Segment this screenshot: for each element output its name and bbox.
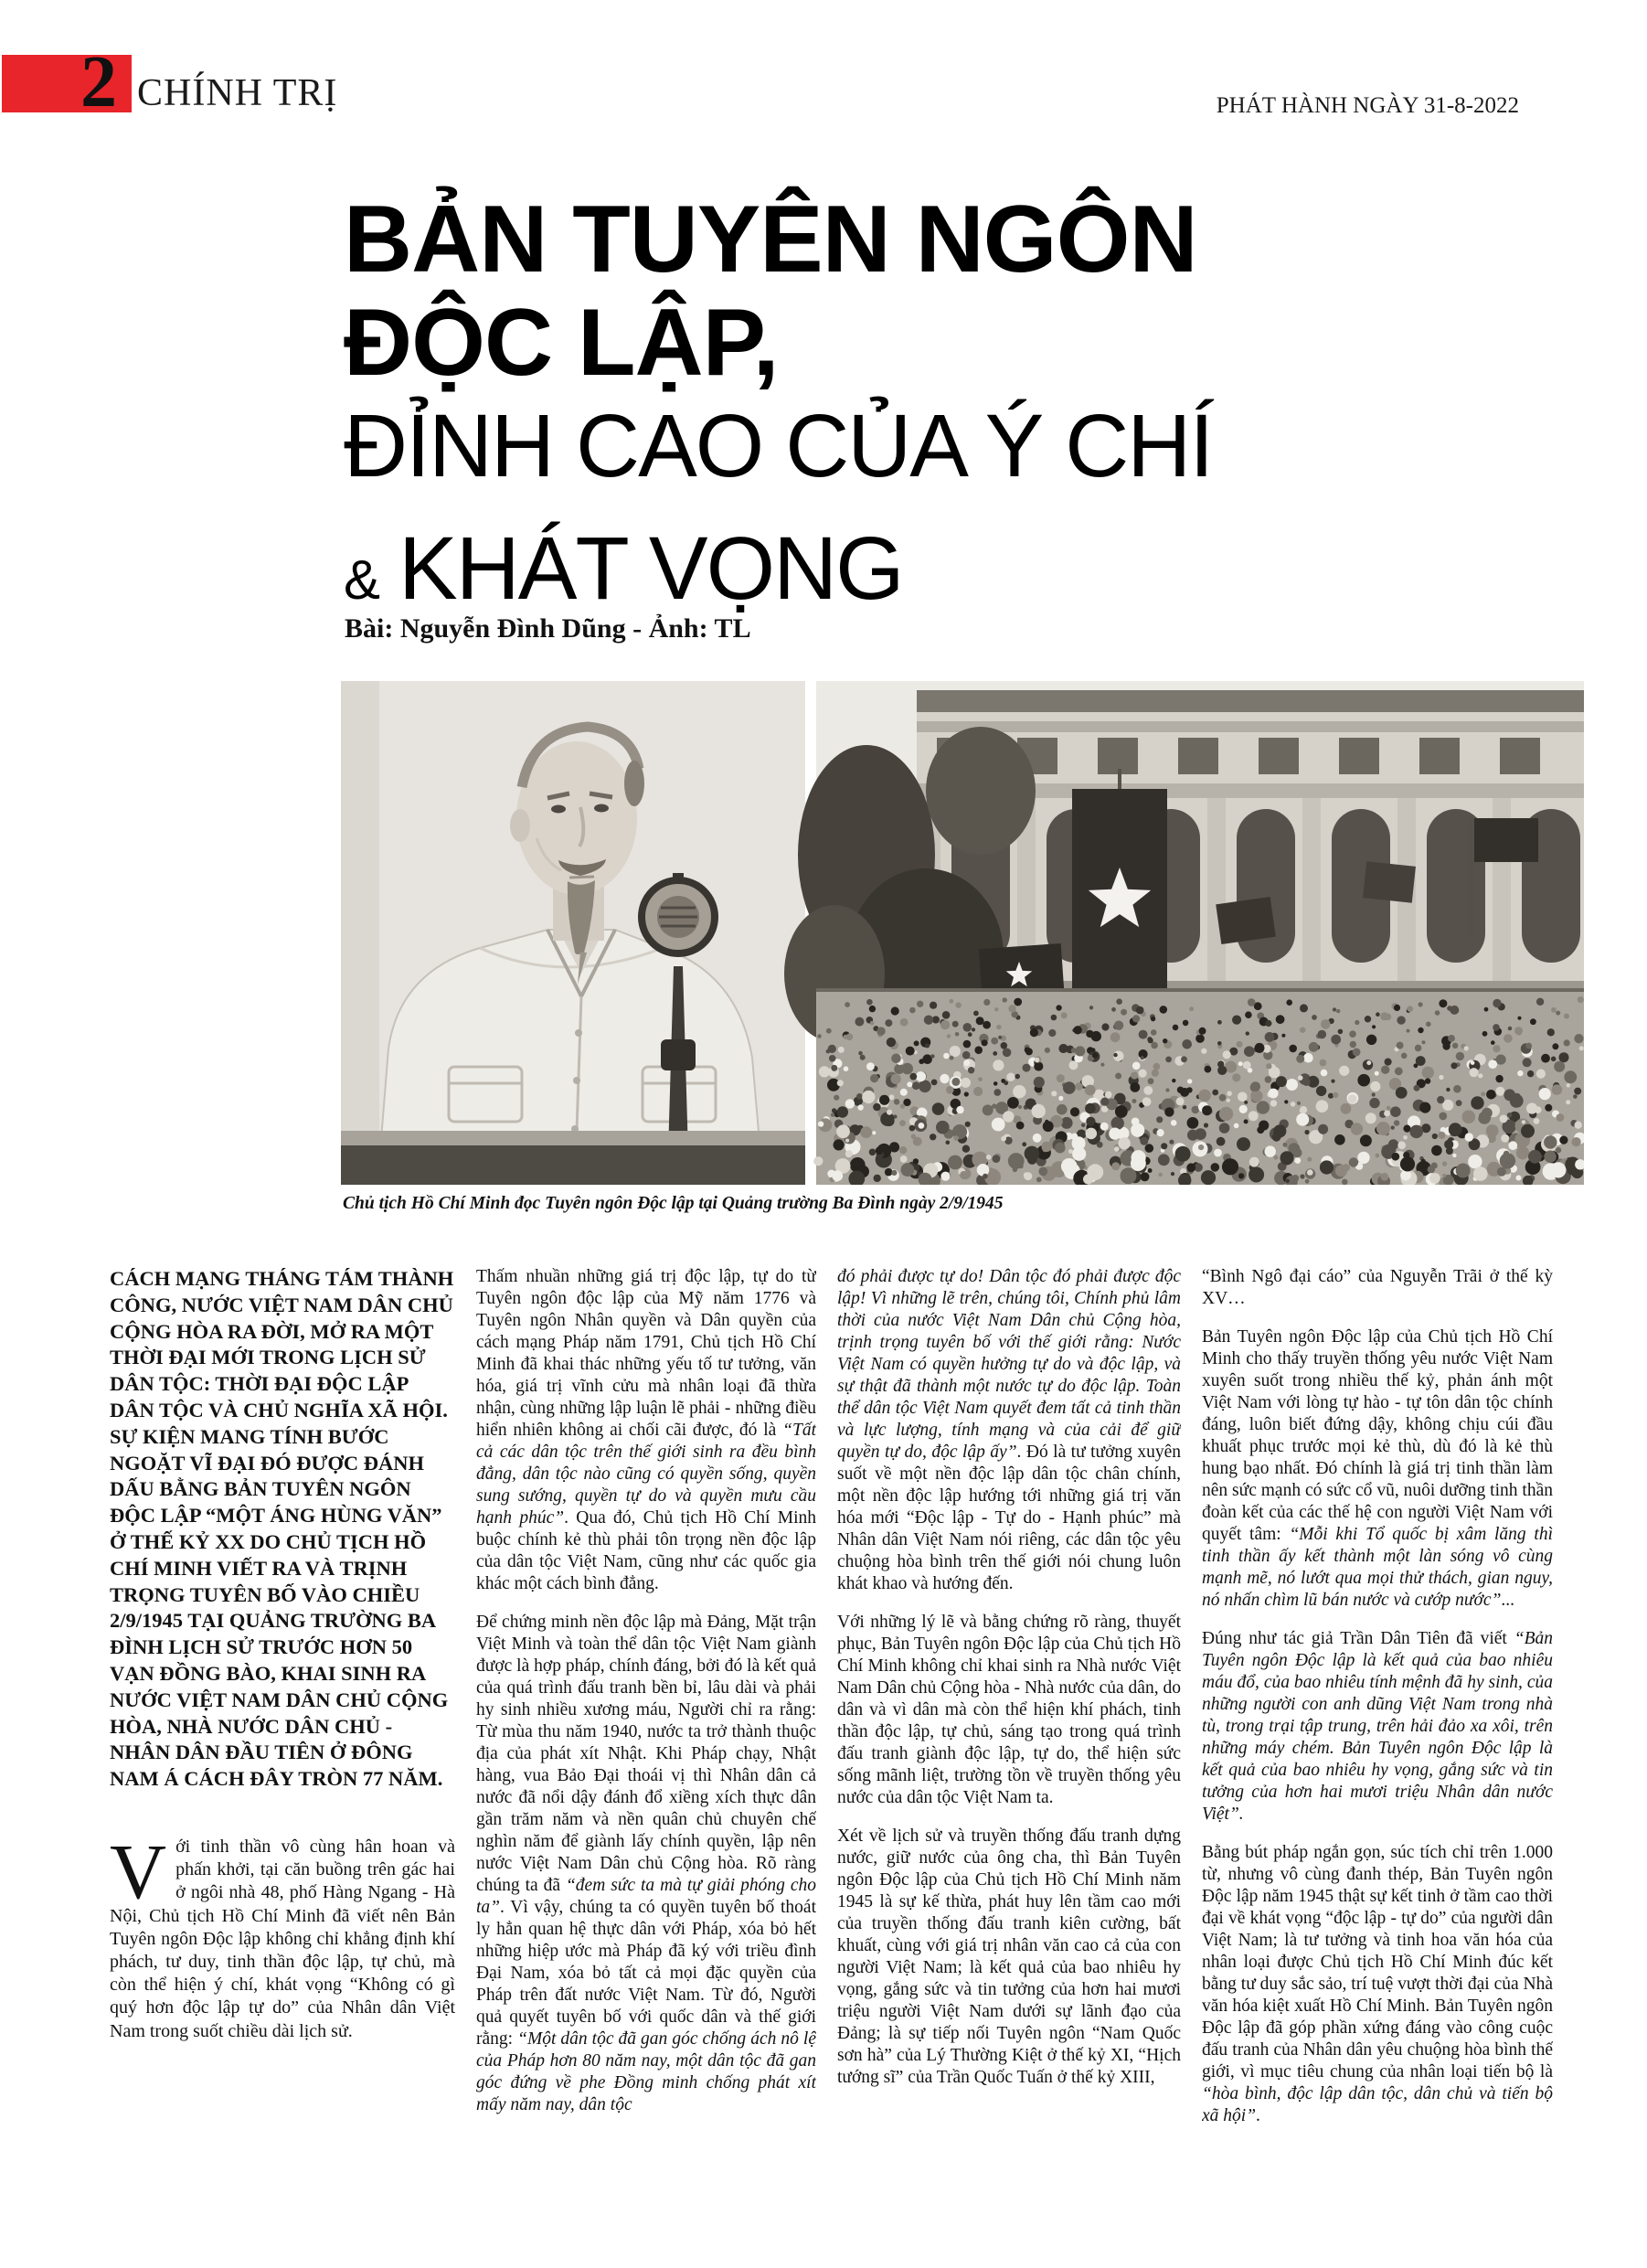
article-paragraph: Bản Tuyên ngôn Độc lập của Chủ tịch Hồ Chí Minh cho thấy truyền thống yêu nước Việt Nam xuyên suốt trong nhiều thế kỷ, phản ánh một Việt Nam với lòng tự hào - tự tôn dân tộc chính đáng, luôn biết đứng dậy, không chịu cúi đầu khuất phục trước mọi kẻ thù, dù đó là kẻ thù hung bạo nhất. Đó chính là giá trị tinh thần làm nên sức mạnh có sức cổ vũ, nuôi dưỡng tinh thần đoàn kết của các thế hệ con người Việt Nam với quyết tâm: “Mỗi khi Tổ quốc bị xâm lăng thì tinh thần ấy kết thành một làn sóng vô cùng mạnh mẽ, nó lướt qua mọi thử thách, gian nguy, nó nhấn chìm lũ bán nước và cướp nước”... bbox=[1202, 1327, 1553, 1610]
article-paragraph: Đúng như tác giả Trần Dân Tiên đã viết “Bản Tuyên ngôn Độc lập là kết quả của bao nhiêu máu đổ, của bao nhiêu tính mệnh đã hy sinh, của những người con anh dũng Việt Nam trong nhà tù, trong trại tập trung, trên hải đảo xa xôi, trên những máy chém. Bản Tuyên ngôn Độc lập là kết quả của bao nhiêu hy vọng, gắng sức và tin tưởng của hơn hai mươi triệu Nhân dân nước Việt”. bbox=[1202, 1629, 1553, 1824]
article-column-3 bbox=[837, 1266, 1181, 2264]
article-column-1 bbox=[110, 1266, 455, 2264]
article-paragraph: Với những lý lẽ và bằng chứng rõ ràng, thuyết phục, Bản Tuyên ngôn Độc lập của Chủ tịch Hồ Chí Minh không chỉ khai sinh ra Nhà nước Việt Nam Dân chủ Cộng hòa - Nhà nước của dân, do dân và vì dân mà còn thể hiện khí phách, tinh thần độc lập, tự chủ, sáng tạo trong quá trình đấu tranh giành độc lập, tự do, thể hiện sức sống mãnh liệt, trường tồn về truyền thống yêu nước của dân tộc Việt Nam ta. bbox=[837, 1613, 1181, 1807]
article-paragraph: đó phải được tự do! Dân tộc đó phải được độc lập! Vì những lẽ trên, chúng tôi, Chính phủ lâm thời của nước Việt Nam Dân chủ Cộng hòa, trịnh trọng tuyên bố với thế giới rằng: Nước Việt Nam có quyền hưởng tự do và độc lập, và sự thật đã thành một nước tự do độc lập. Toàn thể dân tộc Việt Nam quyết đem tất cả tinh thần và lực lượng, tính mạng và của cải để giữ quyền tự do, độc lập ấy”. Đó là tư tưởng xuyên suốt về một nền độc lập dân tộc chân chính, một nền độc lập hướng tới những giá trị văn hóa mới “Độc lập - Tự do - Hạnh phúc” mà Nhân dân Việt Nam nói riêng, các dân tộc yêu chuộng hòa bình trên thế giới nói chung luôn khát khao và hướng đến. bbox=[837, 1267, 1181, 1593]
headline-line-1: BẢN TUYÊN NGÔN bbox=[344, 186, 1197, 293]
byline: Bài: Nguyễn Đình Dũng - Ảnh: TL bbox=[345, 613, 751, 644]
article-body bbox=[110, 1266, 1553, 2264]
article-column-4 bbox=[1202, 1266, 1553, 2264]
headline bbox=[344, 188, 1386, 632]
article-paragraph: Thấm nhuần những giá trị độc lập, tự do từ Tuyên ngôn độc lập của Mỹ năm 1776 và Tuyên ngôn Nhân quyền và Dân quyền của cách mạng Pháp năm 1791, Chủ tịch Hồ Chí Minh đã khai thác những yếu tố tư tưởng, văn hóa, giá trị vĩnh cửu mà nhân loại đã thừa nhận, cùng những lập luận lẽ phải - những điều hiển nhiên không ai chối cãi được, đó là “Tất cả các dân tộc trên thế giới sinh ra đều bình đẳng, dân tộc nào cũng có quyền sống, quyền sung sướng, quyền tự do và quyền mưu cầu hạnh phúc”. Qua đó, Chủ tịch Hồ Chí Minh buộc chính kẻ thù phải tôn trọng nền độc lập của dân tộc Việt Nam, cũng như các quốc gia khác một cách bình đẳng. bbox=[476, 1267, 816, 1593]
headline-line-2: ĐỘC LẬP, bbox=[344, 290, 779, 396]
photo-figure bbox=[341, 681, 1584, 1185]
portrait-panel bbox=[341, 681, 805, 1185]
drop-cap: V bbox=[110, 1826, 167, 1915]
page-number: 2 bbox=[80, 42, 117, 122]
section-title: CHÍNH TRỊ bbox=[137, 72, 338, 114]
masthead-red-block bbox=[2, 42, 132, 122]
article-paragraph: Với tinh thần vô cùng hân hoan và phấn khởi, tại căn buồng trên gác hai ở ngôi nhà 48, phố Hàng Ngang - Hà Nội, Chủ tịch Hồ Chí Minh đã viết nên Bản Tuyên ngôn Độc lập không chỉ khẳng định khí phách, tư duy, tinh thần độc lập, tự chủ, mà còn thể hiện ý chí, khát vọng “Không có gì quý hơn độc lập tự do” của Nhân dân Việt Nam trong suốt chiều dài lịch sử. bbox=[110, 1826, 455, 2041]
article-column-2 bbox=[476, 1266, 816, 2264]
photo-caption: Chủ tịch Hồ Chí Minh đọc Tuyên ngôn Độc lập tại Quảng trường Ba Đình ngày 2/9/1945 bbox=[343, 1194, 1004, 1213]
article-paragraph: Để chứng minh nền độc lập mà Đảng, Mặt trận Việt Minh và toàn thể dân tộc Việt Nam giành được là hợp pháp, chính đáng, bởi đó là kết quả của quá trình đấu tranh bền bỉ, lâu dài và phải hy sinh nhiều xương máu, Người chỉ ra rằng: Từ mùa thu năm 1940, nước ta trở thành thuộc địa của phát xít Nhật. Khi Pháp chạy, Nhật hàng, vua Bảo Đại thoái vị thì Nhân dân cả nước đã nổi dậy đánh đổ xiềng xích thực dân gần trăm năm và nền quân chủ chuyên chế nghìn năm để giành lấy chính quyền, lập nên nước Việt Nam Dân chủ Cộng hòa. Rõ ràng chúng ta đã “đem sức ta mà tự giải phóng cho ta”. Vì vậy, chúng ta có quyền tuyên bố thoát ly hẳn quan hệ thực dân với Pháp, xóa bỏ hết những hiệp ước mà Pháp đã ký với triều đình Đại Nam, xóa bỏ tất cả mọi đặc quyền của Pháp trên đất nước Việt Nam. Từ đó, Người quả quyết tuyên bố với quốc dân và thế giới rằng: “Một dân tộc đã gan góc chống ách nô lệ của Pháp hơn 80 năm nay, một dân tộc đã gan góc đứng về phe Đồng minh chống phát xít mấy năm nay, dân tộc bbox=[476, 1613, 816, 2114]
article-paragraph: CÁCH MẠNG THÁNG TÁM THÀNH CÔNG, NƯỚC VIỆT NAM DÂN CHỦ CỘNG HÒA RA ĐỜI, MỞ RA MỘT THỜI ĐẠI MỚI TRONG LỊCH SỬ DÂN TỘC: THỜI ĐẠI ĐỘC LẬP DÂN TỘC VÀ CHỦ NGHĨA XÃ HỘI. SỰ KIỆN MANG TÍNH BƯỚC NGOẶT VĨ ĐẠI ĐÓ ĐƯỢC ĐÁNH DẤU BẰNG BẢN TUYÊN NGÔN ĐỘC LẬP “MỘT ÁNG HÙNG VĂN” Ở THẾ KỶ XX DO CHỦ TỊCH HỒ CHÍ MINH VIẾT RA VÀ TRỊNH TRỌNG TUYÊN BỐ VÀO CHIỀU 2/9/1945 TẠI QUẢNG TRƯỜNG BA ĐÌNH LỊCH SỬ TRƯỚC HƠN 50 VẠN ĐỒNG BÀO, KHAI SINH RA NƯỚC VIỆT NAM DÂN CHỦ CỘNG HÒA, NHÀ NƯỚC DÂN CHỦ - NHÂN DÂN ĐẦU TIÊN Ở ĐÔNG NAM Á CÁCH ĐÂY TRÒN 77 NĂM. bbox=[110, 1267, 454, 1791]
historic-photo bbox=[341, 681, 1584, 1185]
headline-line-4-text: KHÁT VỌNG bbox=[398, 518, 903, 618]
headline-line-3: ĐỈNH CAO CỦA Ý CHÍ bbox=[344, 396, 1213, 495]
article-paragraph: Bằng bút pháp ngắn gọn, súc tích chỉ trên 1.000 từ, nhưng vô cùng đanh thép, Bản Tuyên ngôn Độc lập năm 1945 thật sự kết tinh ở tầm cao thời đại về khát vọng “độc lập - tự do” của người dân Việt Nam; là tư tưởng và tinh hoa văn hóa của nhân loại được Chủ tịch Hồ Chí Minh đúc kết bằng tư duy sắc sảo, trí tuệ vượt thời đại của Nhà văn hóa kiệt xuất Hồ Chí Minh. Bản Tuyên ngôn Độc lập đã góp phần xứng đáng vào công cuộc đấu tranh của Nhân dân yêu chuộng hòa bình thế giới, vì mục tiêu chung của nhân loại tiến bộ là “hòa bình, độc lập dân tộc, dân chủ và tiến bộ xã hội”. bbox=[1202, 1843, 1553, 2125]
flag-banner bbox=[1072, 769, 1167, 996]
article-paragraph: “Bình Ngô đại cáo” của Nguyễn Trãi ở thế kỳ XV… bbox=[1202, 1267, 1553, 1308]
crowd-panel bbox=[784, 681, 1584, 1185]
ampersand: & bbox=[344, 549, 381, 611]
issue-date: PHÁT HÀNH NGÀY 31-8-2022 bbox=[1216, 93, 1519, 118]
article-paragraph: Xét về lịch sử và truyền thống đấu tranh dựng nước, giữ nước của ông cha, thì Bản Tuyên ngôn Độc lập của Chủ tịch Hồ Chí Minh năm 1945 là sự kế thừa, phát huy lên tầm cao mới của truyền thống đấu tranh kiên cường, bất khuất, cùng với giá trị nhân văn cao cả của con người Việt Nam; là kết quả của bao nhiêu hy vọng, gắng sức và tin tưởng của hơn hai mươi triệu người Việt Nam dưới sự lãnh đạo của Đảng; là sự tiếp nối Tuyên ngôn “Nam Quốc sơn hà” của Lý Thường Kiệt ở thế kỷ XI, “Hịch tướng sĩ” của Trần Quốc Tuấn ở thế kỷ XIII, bbox=[837, 1826, 1181, 2087]
